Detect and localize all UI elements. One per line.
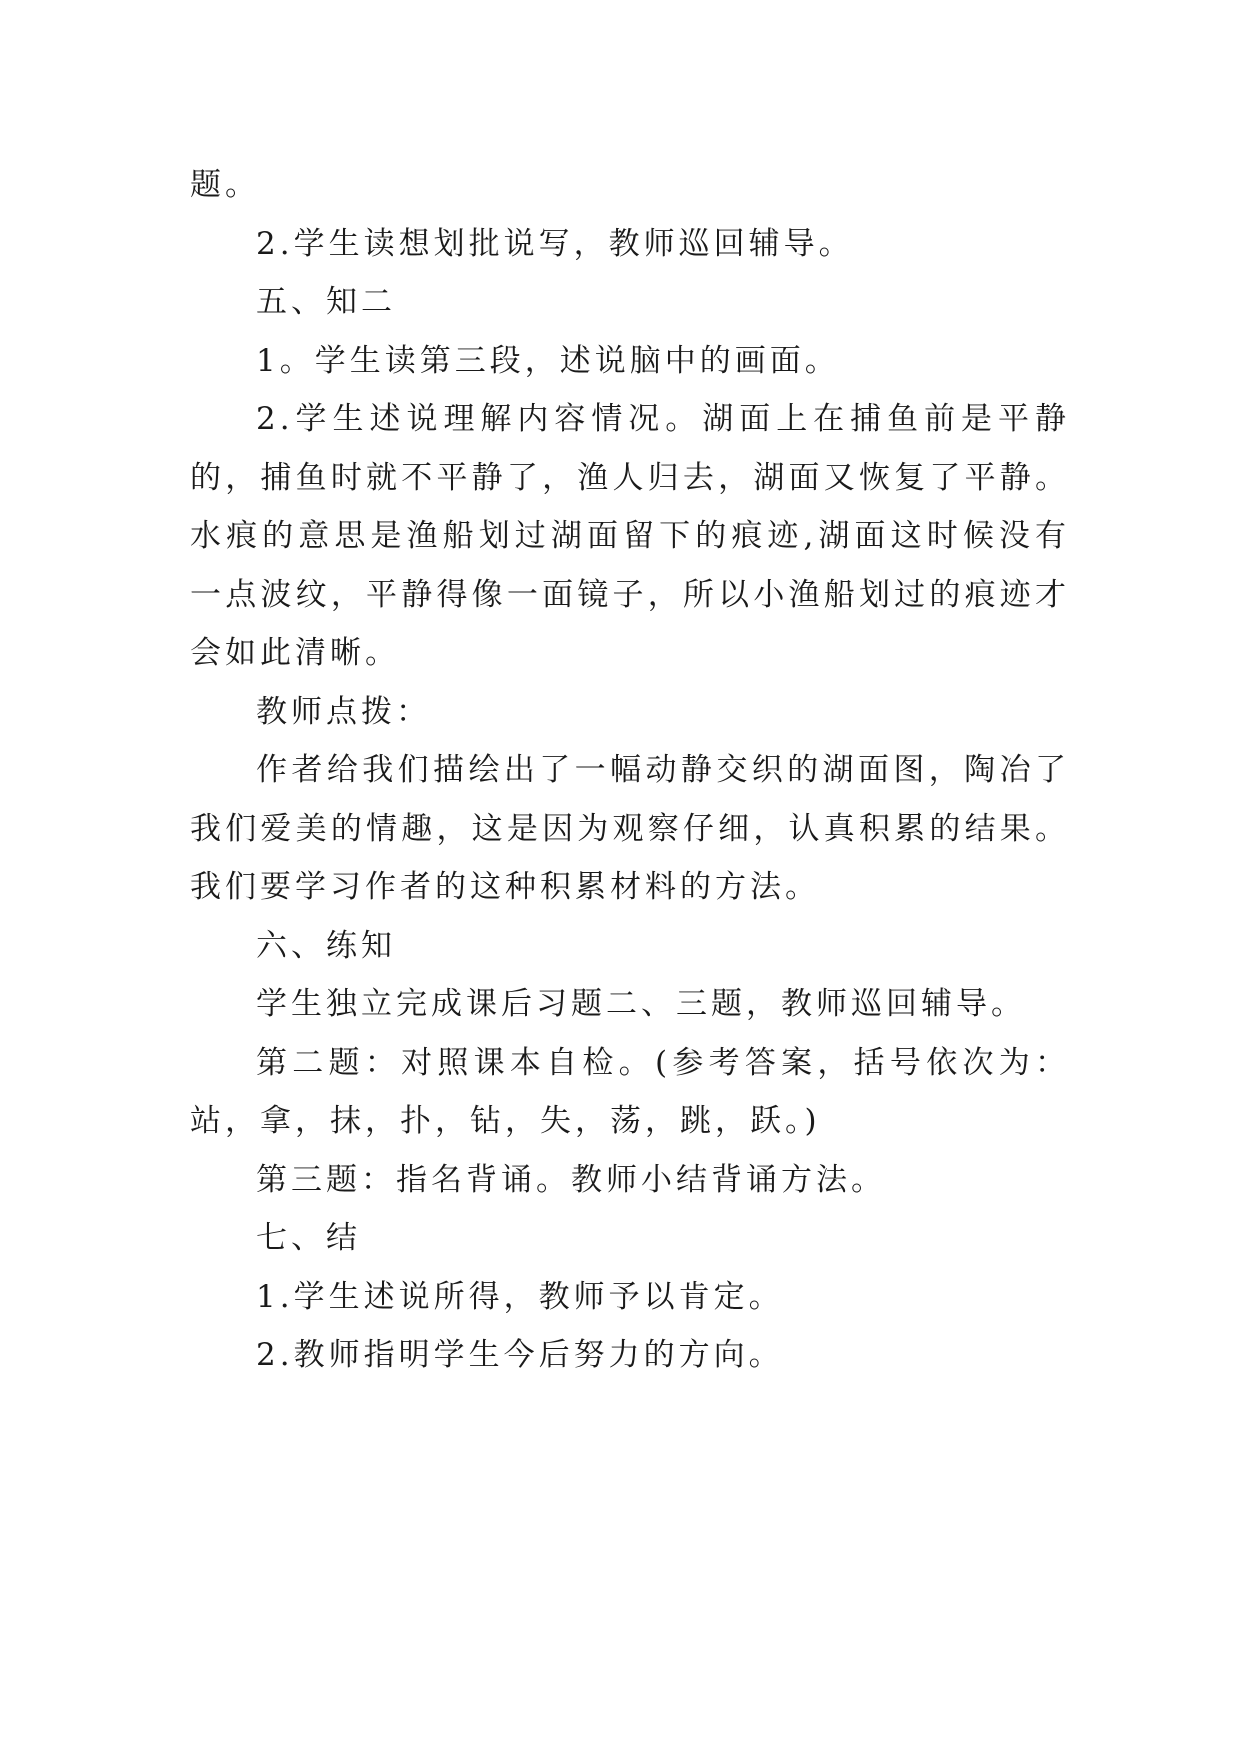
section-heading-6: 六、练知 <box>256 927 396 964</box>
paragraph-read-third-section: 1。学生读第三段，述说脑中的画面。 <box>256 342 840 379</box>
paragraph-lake-description: 2.学生述说理解内容情况。湖面上在捕鱼前是平静的，捕鱼时就不平静了，渔人归去，湖面又恢复了平静。水痕的意思是渔船划过湖面留下的痕迹,湖面这时候没有一点波纹，平静得像一面镜子，所以小渔船划过的痕迹才会如此清晰。 <box>190 401 1070 671</box>
paragraph-teacher-guidance: 作者给我们描绘出了一幅动静交织的湖面图，陶冶了我们爱美的情趣，这是因为观察仔细，认真积累的结果。我们要学习作者的这种积累材料的方法。 <box>190 752 1070 905</box>
paragraph-step-2-read-write: 2.学生读想划批说写，教师巡回辅导。 <box>256 225 854 262</box>
document-body <box>190 156 1070 1385</box>
paragraph-summary-1: 1.学生述说所得，教师予以肯定。 <box>256 1278 784 1315</box>
section-heading-7: 七、结 <box>256 1220 361 1256</box>
paragraph-question-2: 第二题：对照课本自检。(参考答案，括号依次为：站，拿，抹，扑，钻，失，荡，跳，跃。) <box>190 1044 1070 1139</box>
paragraph-exercises: 学生独立完成课后习题二、三题，教师巡回辅导。 <box>256 986 1026 1022</box>
paragraph-question-3: 第三题：指名背诵。教师小结背诵方法。 <box>256 1161 886 1198</box>
section-heading-5: 五、知二 <box>256 284 396 320</box>
paragraph-summary-2: 2.教师指明学生今后努力的方向。 <box>256 1337 784 1373</box>
paragraph-continuation: 题。 <box>190 167 260 203</box>
paragraph-teacher-guidance-label: 教师点拨： <box>256 693 431 730</box>
